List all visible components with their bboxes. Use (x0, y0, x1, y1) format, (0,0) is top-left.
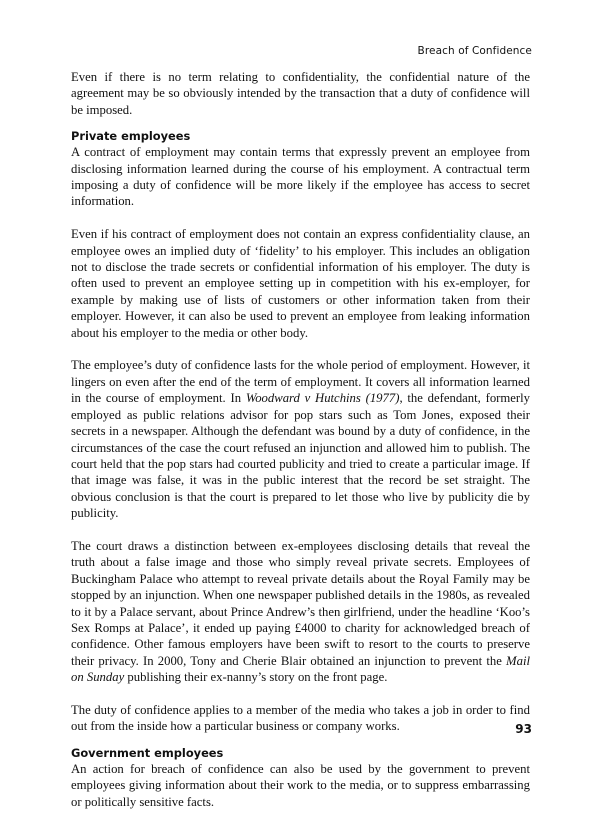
paragraph-text: The court draws a distinction between ex-employees disclosing details that reveal the truth about a false image and those who simply reveal private secrets. Employees of Buckingham Palace who attempt to reveal private details about the Royal Family may be stopped by an injunction. When one newspaper published details in the 1980s, as revealed to it by a Palace servant, about Prince Andrew’s then girlfriend, under the headline ‘Koo’s Sex Romps at Palace’, it ended up paying £4000 to charity for acknowledged breach of confidence. Other famous employers have been swift to resort to the courts to preserve their privacy. In 2000, Tony and Cherie Blair obtained an injunction to prevent the (71, 538, 530, 668)
private-paragraph-4 (71, 538, 530, 686)
paragraph-text: publishing their ex-nanny’s story on the front page. (124, 670, 388, 685)
government-paragraph-1: An action for breach of confidence can also be used by the government to prevent employees giving information about their work to the media, or to suppress embarrassing or politically sensitive facts. (71, 761, 530, 809)
private-paragraph-3 (71, 357, 530, 521)
private-paragraph-1: A contract of employment may contain terms that expressly prevent an employee from disclosing information learned during the course of his employment. A contractual term imposing a duty of confidence will be more likely if the employee has access to secret information. (71, 145, 530, 209)
body-text (71, 69, 530, 826)
intro-paragraph: Even if there is no term relating to confidentiality, the confidential nature of the agreement may be so obviously intended by the transaction that a duty of confidence will be imposed. (71, 70, 530, 117)
running-head: Breach of Confidence (417, 45, 532, 57)
section-heading-private-employees: Private employees (71, 129, 191, 144)
paragraph-text: , the defendant, formerly employed as public relations advisor for pop stars such as Tom Jones, exposed their secrets in a newspaper. Although the defendant was bound by a duty of confidence, in the circumstances of the case the court refused an injunction and allowed him to publish. The court held that the pop stars had courted publicity and tried to create a particular image. If that image was false, it was in the public interest that the record be set straight. The obvious conclusion is that the court is prepared to let those who live by publicity die by publicity. (71, 391, 530, 521)
section-heading-government-employees: Government employees (71, 745, 224, 760)
case-citation: Woodward v Hutchins (1977) (245, 391, 400, 406)
private-paragraph-2: Even if his contract of employment does not contain an express confidentiality clause, an employee owes an implied duty of ‘fidelity’ to his employer. This includes an obligation not to disclose the trade secrets or confidential information of his employer. The duty is often used to prevent an employee setting up in competition with his ex-employer, for example by making use of lists of customers or other information taken from their employer. However, it can also be used to prevent an employee from leaking information about his employer to the media or other body. (71, 227, 530, 340)
page-number: 93 (515, 722, 532, 736)
newspaper-title: Mail on Sunday (71, 653, 530, 685)
paragraph-text: The employee’s duty of confidence lasts for the whole period of employment. However, it lingers on even after the end of the term of employment. It covers all information learned in the course of employment. In (71, 358, 530, 406)
private-paragraph-5: The duty of confidence applies to a member of the media who takes a job in order to find out from the inside how a particular business or company works. (71, 702, 530, 734)
